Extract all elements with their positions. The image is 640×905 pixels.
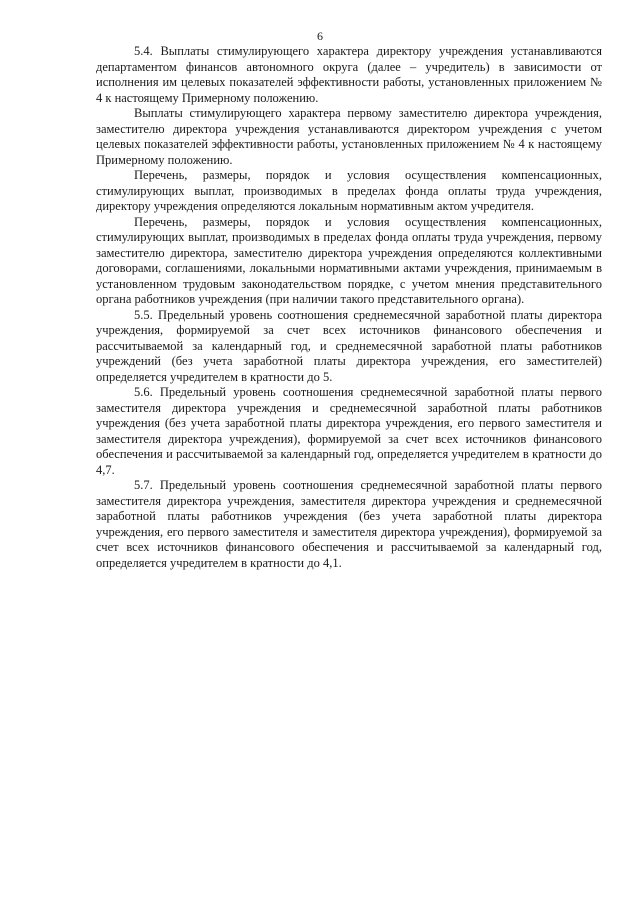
page-number: 6 [317, 29, 323, 43]
paragraph-first-deputy-incentives: Выплаты стимулирующего характера первому заместителю директора учреждения, заместителю директора учреждения устанавливаются директором учреждения с учетом целевых показателей эффективности работы, установленных приложением № 4 к настоящему Примерному положению. [96, 106, 602, 167]
paragraph-5-5: 5.5. Предельный уровень соотношения среднемесячной заработной платы директора учреждения, формируемой за счет всех источников финансового обеспечения и рассчитываемой за календарный год, и среднемесячной заработной платы работников учреждений (без учета заработной платы директора учреждения, его заместителей) определяется учредителем в кратности до 5. [96, 307, 602, 384]
paragraph-5-7: 5.7. Предельный уровень соотношения среднемесячной заработной платы первого заместителя директора учреждения, заместителя директора учреждения и среднемесячной заработной платы работников учреждения (без учета заработной платы директора учреждения, его первого заместителя и заместителя директора учреждения), формируемой за счет всех источников финансового обеспечения и рассчитываемой за календарный год, определяется учредителем в кратности до 4,1. [96, 478, 602, 570]
document-body [96, 44, 602, 571]
paragraph-director-payments-list: Перечень, размеры, порядок и условия осуществления компенсационных, стимулирующих выплат, производимых в пределах фонда оплаты труда учреждения, директору учреждения определяются локальным нормативным актом учредителя. [96, 168, 602, 213]
paragraph-5-4: 5.4. Выплаты стимулирующего характера директору учреждения устанавливаются департаментом финансов автономного округа (далее – учредитель) в зависимости от исполнения им целевых показателей эффективности работы, установленных приложением № 4 к настоящему Примерному положению. [96, 44, 602, 105]
paragraph-5-6: 5.6. Предельный уровень соотношения среднемесячной заработной платы первого заместителя директора учреждения и среднемесячной заработной платы работников учреждения (без учета заработной платы директора учреждения, его первого заместителя и заместителя директора учреждения), формируемой за счет всех источников финансового обеспечения и рассчитываемой за календарный год, определяется учредителем в кратности до 4,7. [96, 385, 602, 477]
paragraph-deputy-payments-list: Перечень, размеры, порядок и условия осуществления компенсационных, стимулирующих выплат, производимых в пределах фонда оплаты труда учреждения, первому заместителю директора, заместителю директора учреждения определяются коллективными договорами, соглашениями, локальными нормативными актами учреждения, принимаемым в установленном трудовым законодательством порядке, с учетом мнения представительного органа работников учреждения (при наличии такого представительного органа). [96, 214, 602, 306]
